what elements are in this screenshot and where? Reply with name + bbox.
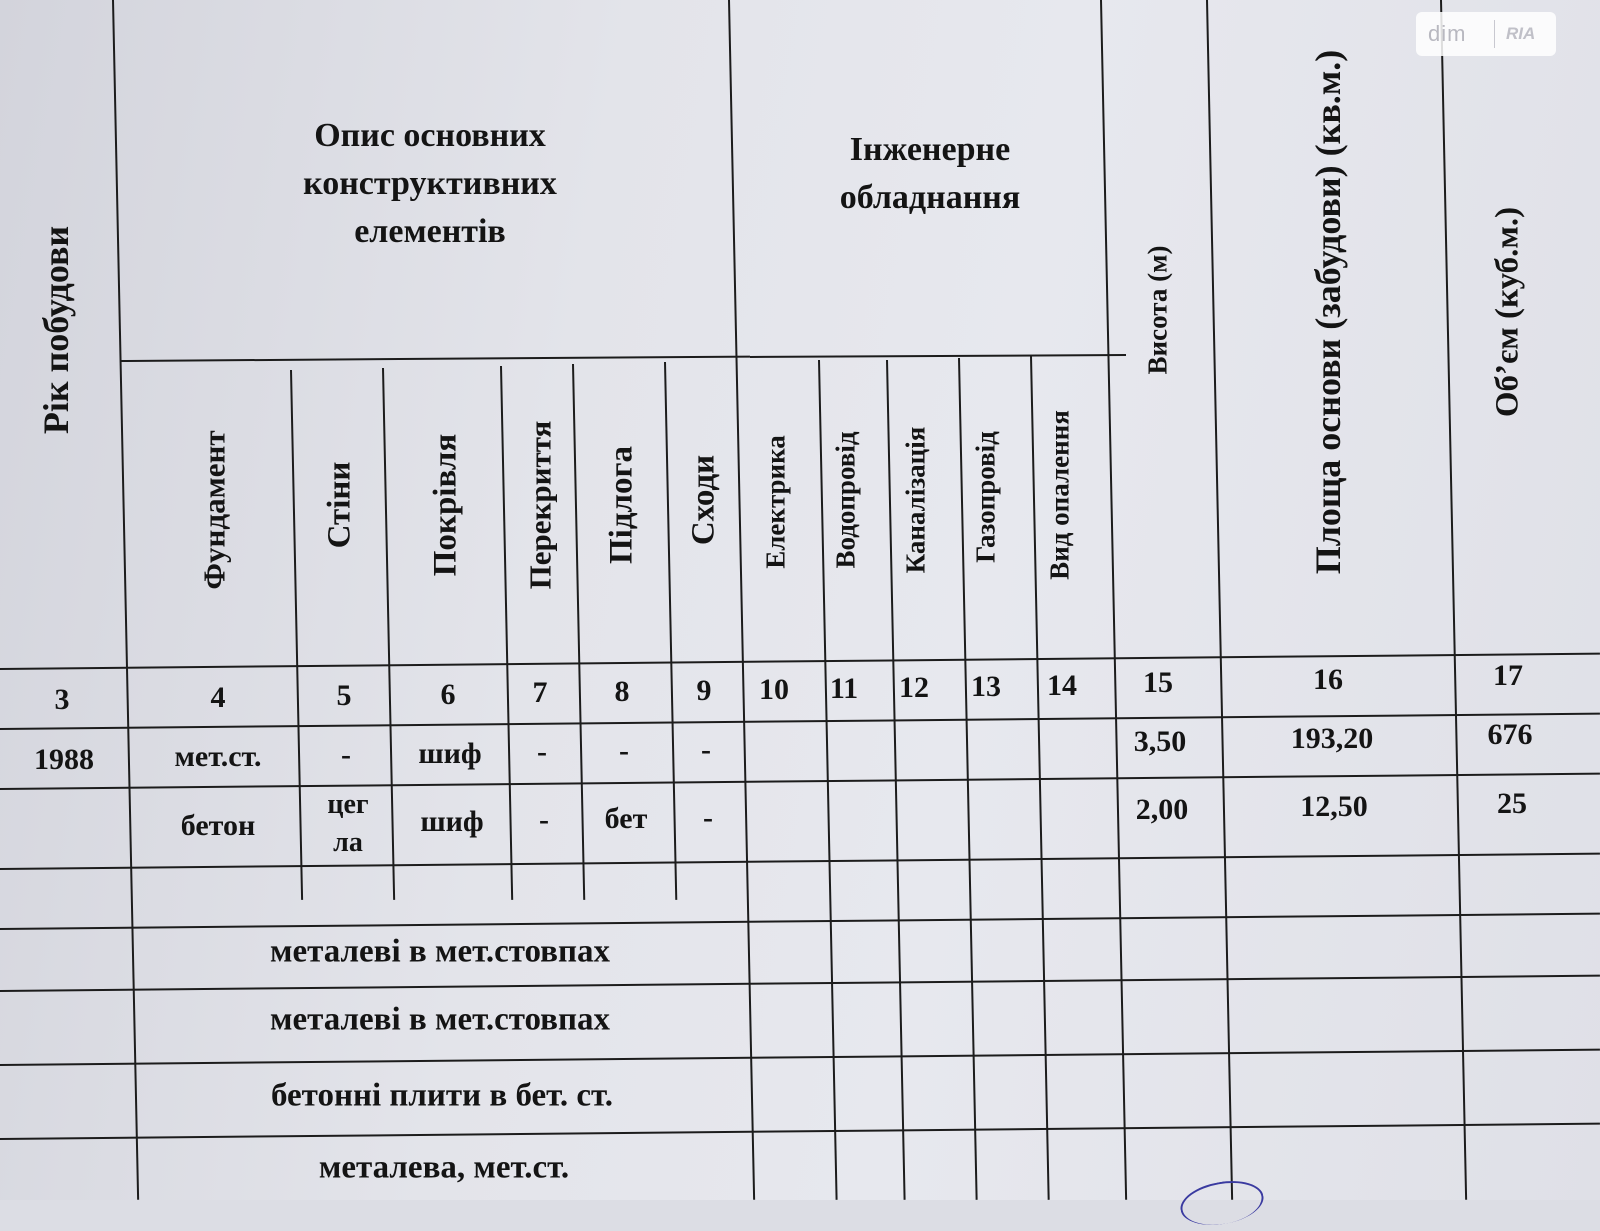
header-structural-elements: Опис основних конструктивних елементів [303, 117, 557, 250]
row1-roof: шиф [418, 737, 482, 770]
wide-row-text: металеві в мет.стовпах [269, 1001, 611, 1038]
row2-height: 2,00 [1135, 793, 1189, 826]
column-number: 6 [440, 678, 456, 711]
column-number: 4 [210, 681, 226, 714]
row1-volume: 676 [1487, 718, 1533, 751]
column-number: 13 [971, 670, 1001, 703]
column-number: 8 [614, 675, 630, 708]
header-volume: Об’єм (куб.м.) [1489, 206, 1526, 418]
row2-stairs: - [703, 801, 713, 834]
wide-row-text: металеві в мет.стовпах [269, 933, 611, 970]
column-number: 7 [532, 676, 548, 709]
header-electricity: Електрика [760, 435, 791, 569]
row2-floors-ceiling: - [539, 803, 549, 836]
watermark-text: dim [1428, 21, 1467, 46]
row1-foundation: мет.ст. [174, 740, 262, 773]
watermark-divider [1494, 20, 1495, 48]
header-area: Площа основи (забудови) (кв.м.) [1308, 49, 1348, 575]
header-water: Водопровід [830, 431, 861, 569]
row1-floor: - [619, 734, 629, 767]
header-year: Рік побудови [36, 225, 76, 435]
header-stairs: Сходи [685, 454, 722, 546]
column-number: 5 [336, 679, 352, 712]
row1-floors-ceiling: - [537, 735, 547, 768]
wide-row-text: металева, мет.ст. [318, 1149, 570, 1186]
row2-walls: цег ла [327, 789, 369, 858]
header-engineering-equipment: Інженерне обладнання [839, 131, 1021, 216]
header-height: Висота (м) [1142, 245, 1173, 375]
row1-stairs: - [701, 733, 711, 766]
header-walls: Стіни [321, 461, 358, 549]
header-sewer: Каналізація [900, 426, 931, 574]
row2-foundation: бетон [180, 809, 256, 842]
header-roof: Покрівля [427, 433, 464, 577]
column-number: 10 [759, 673, 789, 706]
wide-row-text: бетонні плити в бет. ст. [270, 1077, 614, 1114]
column-number: 3 [54, 683, 70, 716]
column-number: 12 [899, 671, 929, 704]
column-number: 15 [1143, 666, 1173, 699]
watermark-ria: RIA [1506, 24, 1536, 43]
header-floors-ceiling: Перекриття [522, 420, 558, 590]
header-gas: Газопровід [970, 431, 1001, 563]
column-number: 17 [1493, 659, 1523, 692]
column-number: 11 [829, 672, 859, 705]
row1-year: 1988 [34, 743, 94, 776]
header-foundation: Фундамент [196, 430, 232, 590]
header-floor: Підлога [603, 445, 640, 565]
column-number: 16 [1313, 663, 1343, 696]
watermark-logo [1416, 12, 1556, 56]
row1-area: 193,20 [1290, 722, 1374, 755]
header-heating: Вид опалення [1044, 410, 1075, 580]
row1-height: 3,50 [1133, 725, 1187, 758]
row2-area: 12,50 [1300, 790, 1368, 823]
column-number: 14 [1047, 669, 1077, 702]
row2-roof: шиф [420, 805, 484, 838]
row1-walls: - [341, 738, 351, 771]
row2-floor: бет [604, 802, 648, 835]
column-number: 9 [696, 674, 712, 707]
row2-volume: 25 [1497, 787, 1527, 820]
